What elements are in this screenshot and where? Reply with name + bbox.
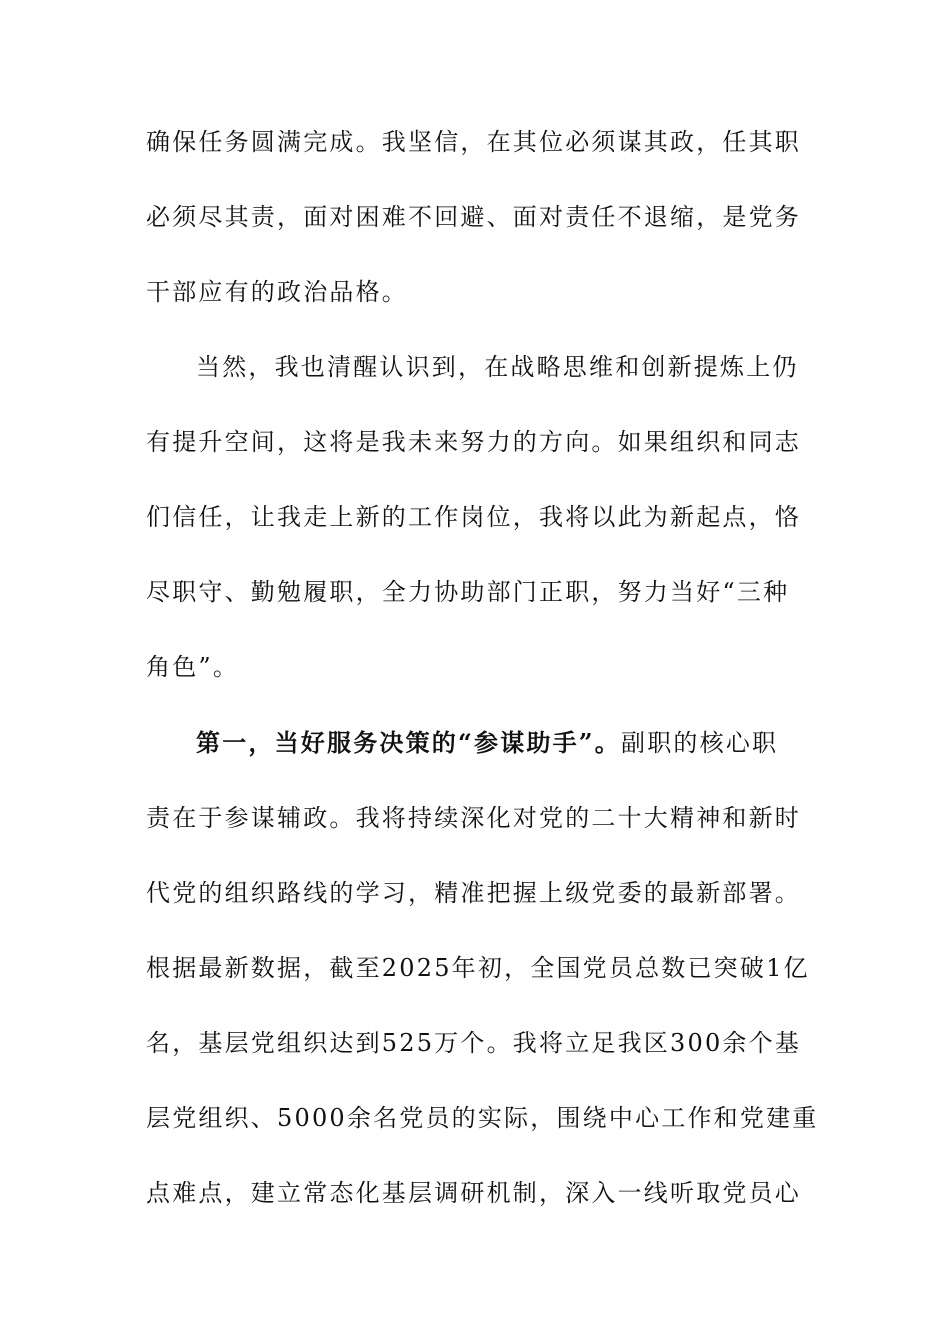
text-line: 层党组织、5000余名党员的实际，围绕中心工作和党建重	[146, 1104, 819, 1132]
text-line: 点难点，建立常态化基层调研机制，深入一线听取党员心	[146, 1179, 801, 1207]
text-line: 责在于参谋辅政。我将持续深化对党的二十大精神和新时	[146, 804, 801, 832]
text-line: 尽职守、勤勉履职，全力协助部门正职，努力当好“三种	[146, 578, 790, 606]
text-line: 名，基层党组织达到525万个。我将立足我区300余个基	[146, 1029, 802, 1057]
text-line: 必须尽其责，面对困难不回避、面对责任不退缩，是党务	[146, 203, 801, 231]
text-line: 根据最新数据，截至2025年初，全国党员总数已突破1亿	[146, 954, 810, 982]
section-text: 副职的核心职	[621, 729, 779, 757]
text-line: 有提升空间，这将是我未来努力的方向。如果组织和同志	[146, 428, 801, 456]
text-line: 角色”。	[146, 653, 240, 681]
text-line: 代党的组织路线的学习，精准把握上级党委的最新部署。	[146, 879, 801, 907]
section-heading: 第一，当好服务决策的“参谋助手”。	[196, 728, 622, 757]
text-line: 确保任务圆满完成。我坚信，在其位必须谋其政，任其职	[146, 128, 801, 156]
paragraph-start-line: 当然，我也清醒认识到，在战略思维和创新提炼上仍	[196, 353, 799, 381]
section-heading-line	[196, 728, 856, 758]
text-line: 干部应有的政治品格。	[146, 278, 408, 306]
text-line: 们信任，让我走上新的工作岗位，我将以此为新起点，恪	[146, 503, 801, 531]
